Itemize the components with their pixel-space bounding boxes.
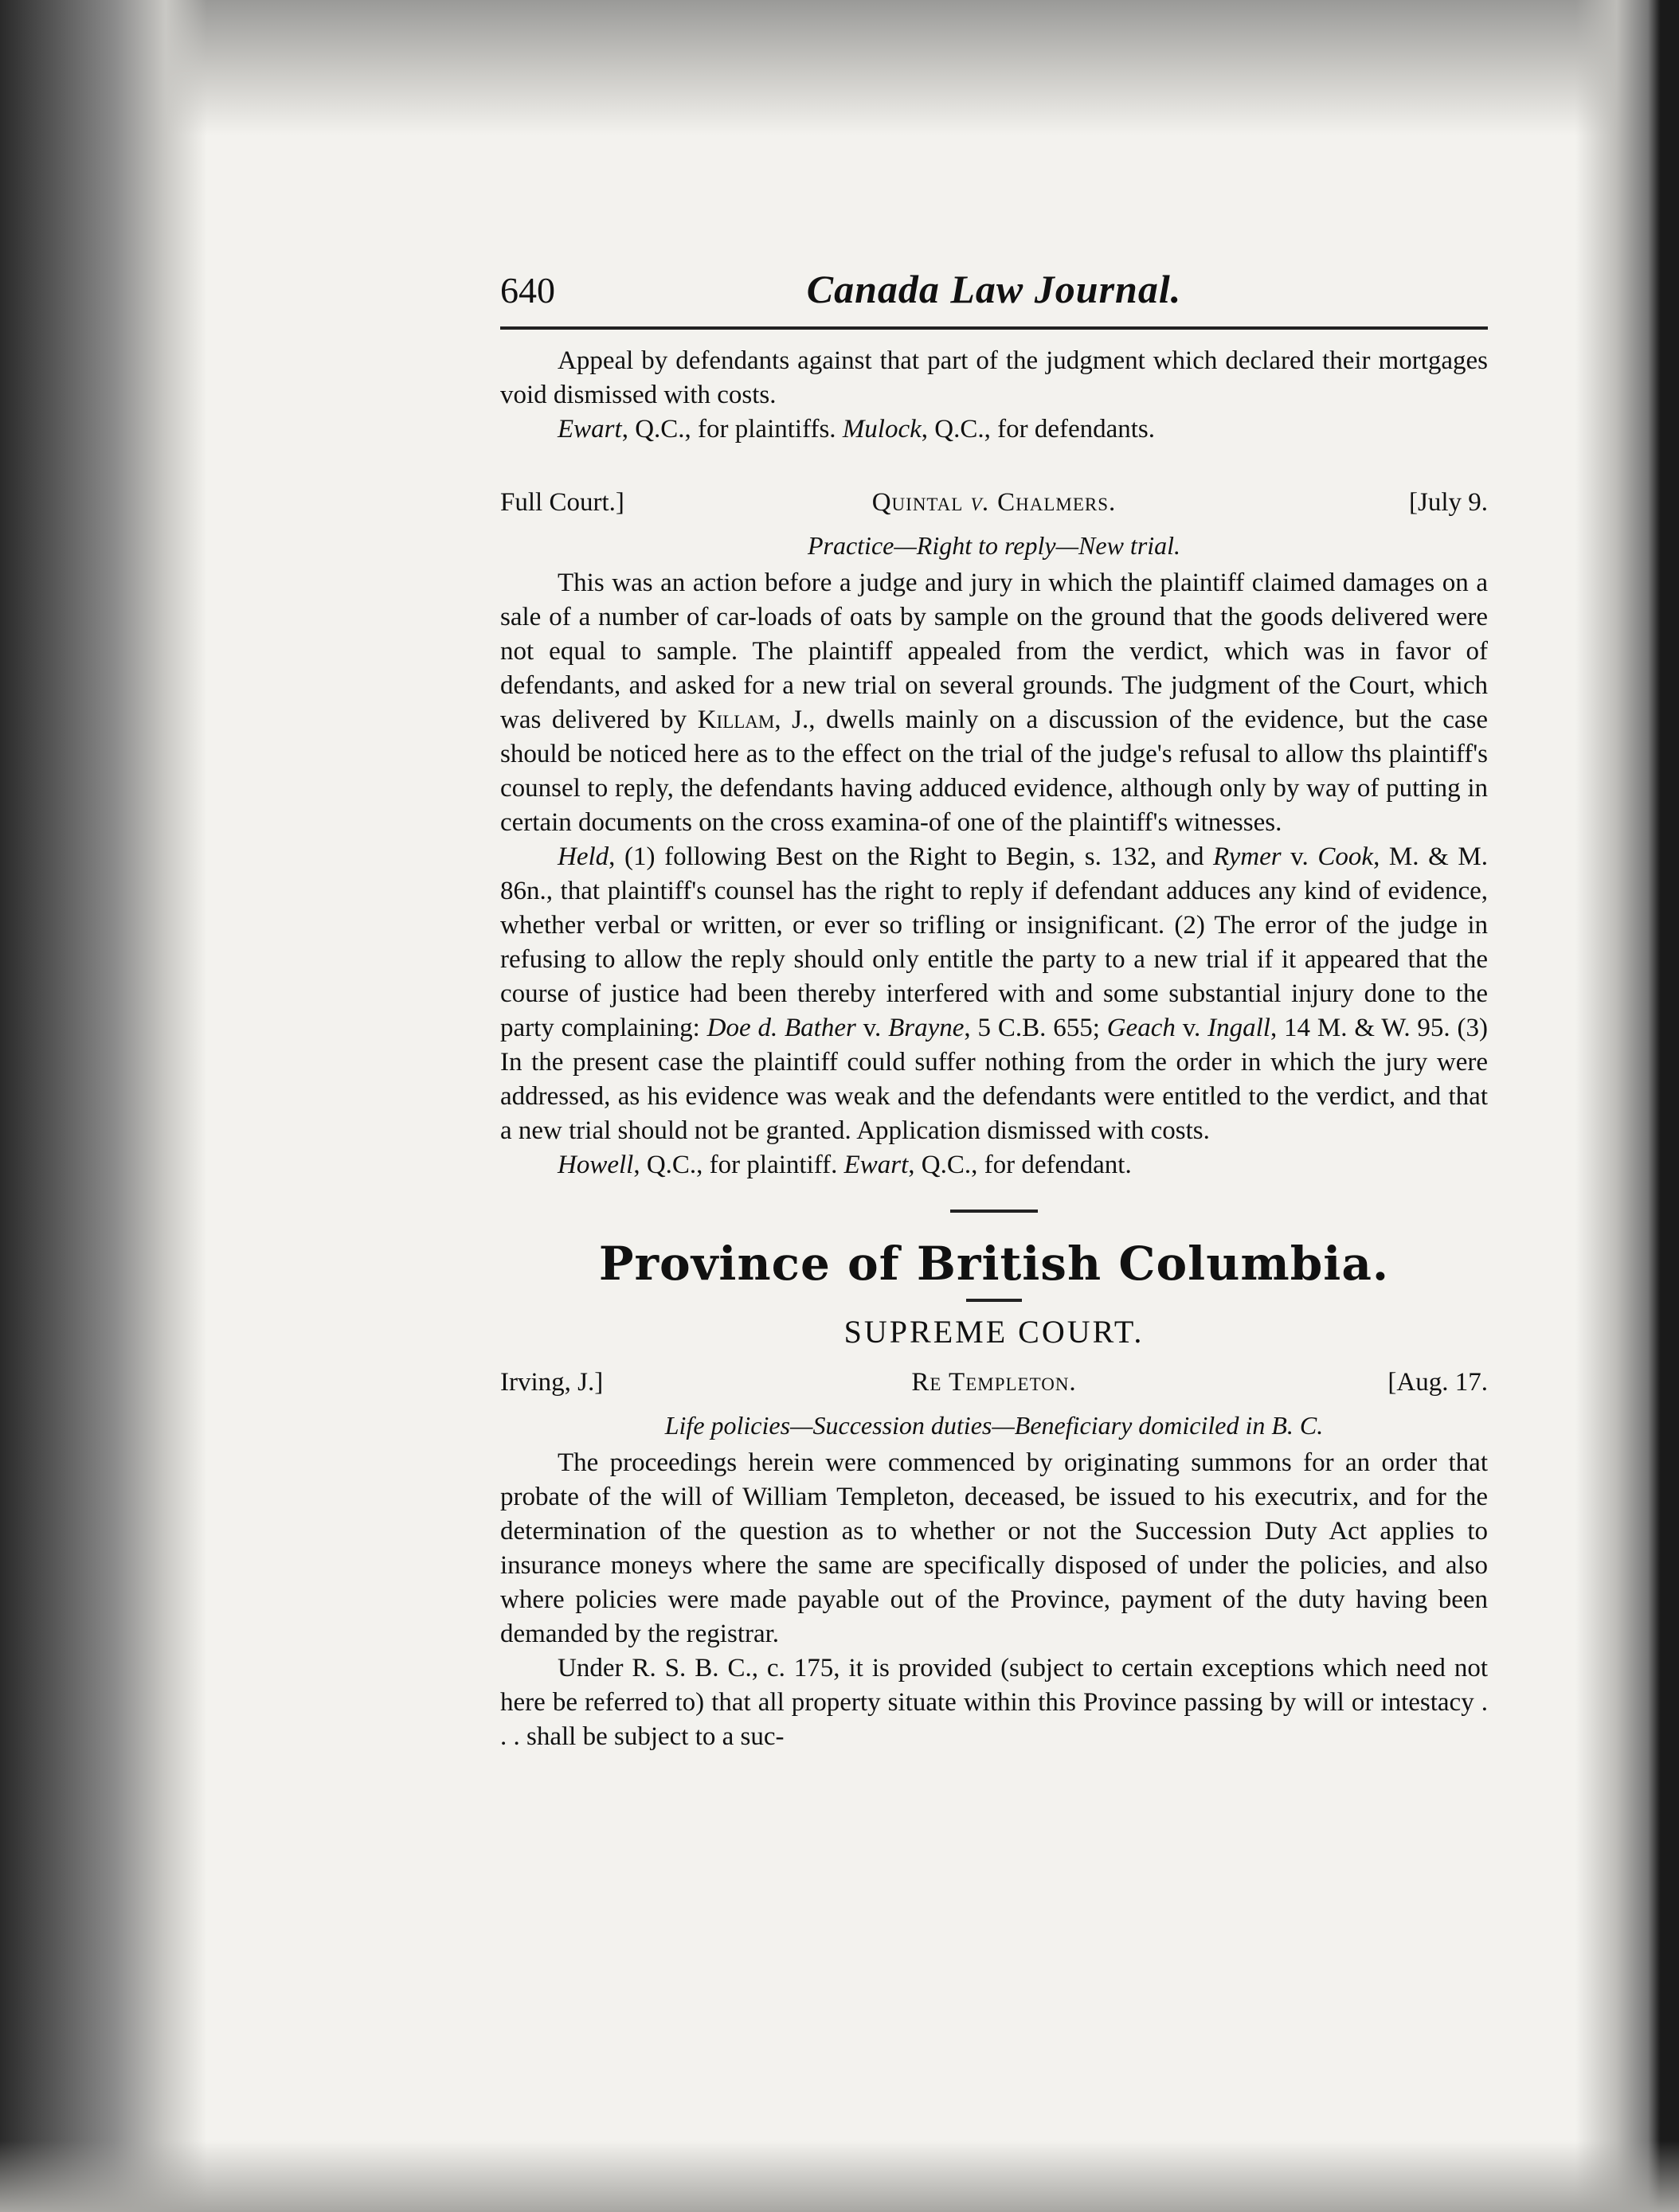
versus: v. [1281,842,1318,871]
case3-paragraph: The proceedings herein were commenced by originating summons for an order that probate of the will of William Templeton, deceased, be issued to his executrix, and for the determination of the question as to whether or not the Succession Duty Act applies to insurance moneys where the same are specifically disposed of under the policies, and also where policies were made payable out of the Province, payment of the duty having been demanded by the registrar. [500,1448,1488,1648]
case-party: Templeton. [949,1368,1077,1397]
page-number: 640 [500,270,555,311]
paragraph-text: This was an action before a judge and jury in which the plaintiff claimed damages on a sale of a number of car-loads of oats by sample on the ground that the goods delivered were not equal to sample. The plaintiff appealed from the verdict, which was in favor of defendants, and asked for a new trial on several grounds. The judgment of the Court, which was delivered by [500,569,1488,734]
case3-caption [500,1368,1488,1408]
case-party: Re [911,1368,942,1397]
counsel-name: Mulock [842,415,922,444]
counsel-text: , Q.C., for defendant. [908,1151,1132,1179]
section-divider [950,1210,1038,1213]
counsel-text: , Q.C., for plaintiffs. [621,415,836,444]
scan-shadow-left [0,0,207,2212]
heading-divider [966,1299,1022,1302]
running-head [500,255,1488,326]
case2-held [500,840,1488,1148]
case-subject: Life policies—Succession duties—Beneficiary domiciled in B. C. [664,1411,1324,1440]
case1-paragraph: Appeal by defendants against that part of the judgment which declared their mortgages void dismissed with costs. [500,346,1488,409]
counsel-text: , Q.C., for defendants. [921,415,1156,444]
case-title [500,488,1488,518]
case3-paragraph: Under R. S. B. C., c. 175, it is provided (subject to certain exceptions which need not here be referred to) that all property situate within this Province passing by will or intestacy . . . shall be subject to a suc- [500,1654,1488,1751]
scan-shadow-top [0,0,1679,135]
case-title [500,1368,1488,1397]
case-date: [July 9. [1409,488,1488,517]
journal-title: Canada Law Journal. [806,267,1182,311]
case-party: Quintal [871,488,964,517]
counsel-text: , Q.C., for plaintiff. [633,1151,844,1179]
versus: v. [855,1014,889,1042]
case-subject: Practice—Right to reply—New trial. [807,531,1181,560]
case-court: Irving, J.] [500,1368,604,1397]
journal-page [500,255,1488,1754]
held-text: , (1) following Best on the Right to Begin, s. 132, and [609,842,1214,871]
cited-case: Rymer [1213,842,1282,871]
held-text: , 14 M. & W. 95. (3) In the present case the plaintiff could suffer nothing from the order in which the jury were addressed, as his evidence was weak and the defendants were entitled to the verdict, and that a new trial should not be granted. Application dismissed with costs. [500,1014,1488,1145]
scan-shadow-bottom [0,2140,1679,2212]
cited-case: Ingall [1207,1014,1270,1042]
counsel-name: Ewart [558,415,622,444]
cited-case: Cook [1317,842,1374,871]
judge-name: Killam [697,705,775,734]
scan-shadow-right [1575,0,1679,2212]
court-heading: SUPREME COURT. [843,1314,1145,1350]
case-party: Chalmers. [997,488,1117,517]
paragraph-text: , J., dwells mainly on a discussion of the evidence, but the case should be noticed here as to the effect on the trial of the judge's refusal to allow ths plaintiff's counsel to reply, the defendants having adduced evidence, although only by way of putting in certain documents on the cross examina-of one of the plaintiff's witnesses. [500,705,1489,837]
case2-counsel [500,1148,1488,1182]
held-text: , M. & M. 86n., that plaintiff's counsel has the right to reply if defendant adduces any kind of evidence, whether verbal or written, or ever so trifling or insignificant. (2) The error of the judge in refusing to allow the reply should only entitle the party to a new trial if it appeared that the course of justice had been thereby interfered with and some substantial injury done to the party complaining: [500,842,1488,1042]
cited-case: Doe d. Bather [706,1014,856,1042]
cited-case: Brayne [888,1014,965,1042]
cited-case: Geach [1106,1014,1176,1042]
province-heading: Province of British Columbia. [598,1237,1390,1291]
case2-caption [500,488,1488,528]
header-rule [500,326,1488,330]
held-text: , 5 C.B. 655; [964,1014,1107,1042]
case-date: [Aug. 17. [1387,1368,1488,1397]
case-court: Full Court.] [500,488,624,517]
case1-counsel [500,412,1488,447]
case2-paragraph [500,566,1488,840]
counsel-name: Ewart [843,1151,909,1179]
case-versus: v. [970,488,990,517]
held-label: Held [558,842,609,871]
counsel-name: Howell [558,1151,634,1179]
versus: v. [1175,1014,1208,1042]
